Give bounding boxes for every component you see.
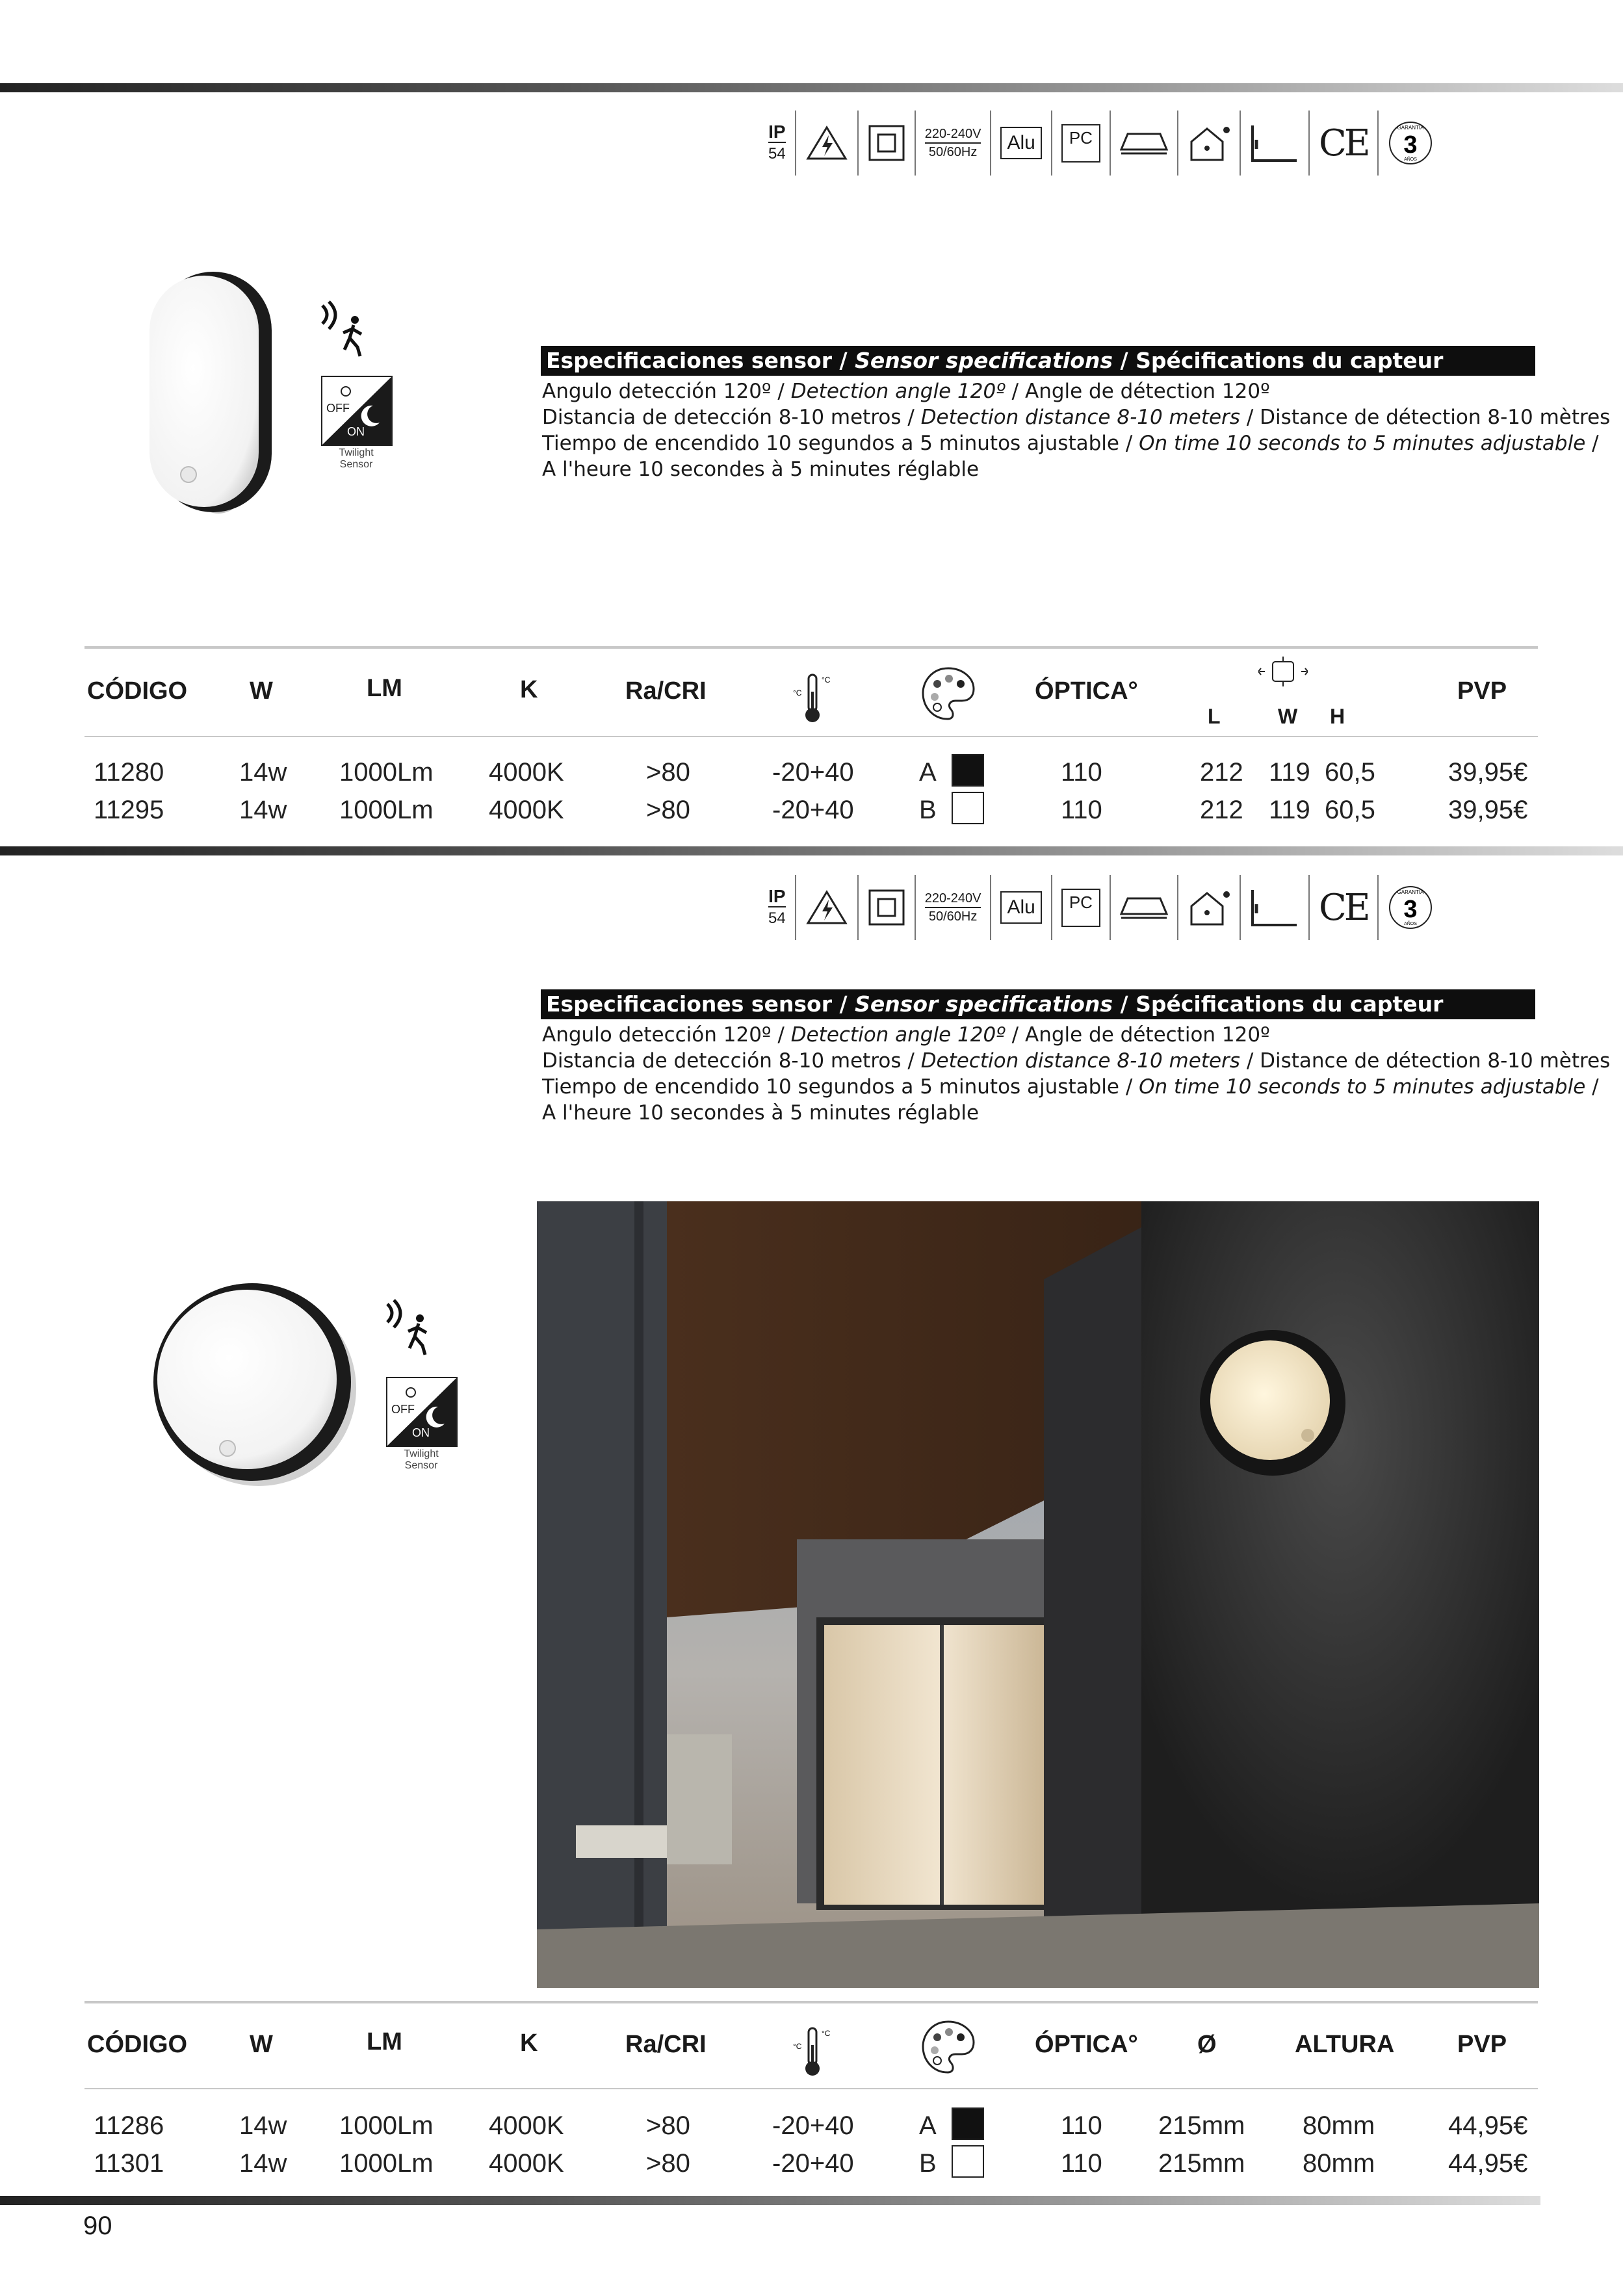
row-width: 119 [1269, 758, 1310, 787]
table2-header-w: W [250, 2031, 273, 2058]
row-altura: 80mm [1303, 2111, 1375, 2140]
row-kelvin: 4000K [489, 2149, 564, 2178]
color-swatch-white [952, 2145, 984, 2178]
spec-time-line: Tiempo de encendido 10 segundos a 5 minutos ajustable / On time 10 seconds to 5 minutes adjustable / [542, 1075, 1599, 1099]
row-optic: 110 [1061, 758, 1102, 787]
indoor-outdoor-icon [1177, 111, 1240, 176]
row-code: 11286 [94, 2111, 164, 2140]
spec-distance-line: Distancia de detección 8-10 metros / Detection distance 8-10 meters / Distance de détection 8-10 mètres [542, 1049, 1611, 1073]
svg-text:GARANTÍA: GARANTÍA [1397, 889, 1424, 895]
table1-header-lm: LM [367, 675, 402, 702]
table1-header-l: L [1208, 705, 1221, 728]
ambient-product-photo [537, 1201, 1539, 1988]
table1-header-k: K [520, 676, 538, 703]
bottom-divider-bar [0, 2196, 1540, 2205]
row-color-code: B [919, 2149, 937, 2178]
svg-text:AÑOS: AÑOS [1403, 157, 1417, 162]
svg-text:°C: °C [822, 675, 831, 685]
svg-text:AÑOS: AÑOS [1403, 922, 1417, 926]
row-watt: 14w [239, 2149, 287, 2178]
table2-header-ra: Ra/CRI [625, 2031, 707, 2058]
table2-header-optica: ÓPTICA° [1035, 2031, 1138, 2058]
row-diameter: 215mm [1158, 2111, 1245, 2140]
row-watt: 14w [239, 758, 287, 787]
voltage-icon: 220-240V 50/60Hz [915, 875, 991, 940]
electrical-class-icon [795, 875, 857, 940]
table2-header-codigo: CÓDIGO [87, 2031, 188, 2058]
row-diameter: 215mm [1158, 2149, 1245, 2178]
indoor-outdoor-icon [1177, 875, 1240, 940]
row-watt: 14w [239, 2111, 287, 2140]
warranty-3-years-icon [1377, 875, 1442, 940]
spec-angle-line: Angulo detección 120º / Detection angle 120º / Angle de détection 120º [542, 1023, 1270, 1047]
svg-text:°C: °C [822, 2029, 831, 2038]
row-height: 60,5 [1325, 758, 1375, 787]
row-code: 11301 [94, 2149, 164, 2178]
top-divider-bar [0, 83, 1623, 92]
row-color-code: A [919, 2111, 937, 2140]
spec-heading: Especificaciones sensor / Sensor specifications / Spécifications du capteur [541, 989, 1535, 1019]
class-ii-icon [857, 875, 915, 940]
wall-mount-icon [1240, 111, 1308, 176]
row-price: 44,95€ [1448, 2111, 1528, 2140]
row-price: 39,95€ [1448, 796, 1528, 824]
color-palette-icon [919, 664, 978, 726]
table2-header-diameter: Ø [1197, 2031, 1217, 2058]
svg-text:3: 3 [1403, 131, 1418, 159]
ce-mark-icon: CE [1308, 111, 1377, 176]
spec-angle-line: Angulo detección 120º / Detection angle 120º / Angle de détection 120º [542, 380, 1270, 403]
motion-sensor-icon [317, 300, 369, 362]
spec-time-fr-line: A l'heure 10 secondes à 5 minutes réglable [542, 458, 980, 481]
color-palette-icon [919, 2018, 978, 2080]
table2-header-lm: LM [367, 2028, 402, 2055]
table2-header-altura: ALTURA [1295, 2031, 1395, 2058]
temperature-range-icon [792, 670, 835, 729]
svg-text:GARANTÍA: GARANTÍA [1397, 125, 1424, 131]
section-divider-bar [0, 846, 1623, 855]
row-width: 119 [1269, 796, 1310, 824]
aluminium-material-icon: Alu [990, 111, 1050, 176]
row-kelvin: 4000K [489, 796, 564, 824]
row-kelvin: 4000K [489, 2111, 564, 2140]
table1-header-optica: ÓPTICA° [1035, 677, 1138, 705]
surface-mount-icon [1110, 875, 1177, 940]
color-swatch-white [952, 792, 984, 824]
twilight-sensor-badge: OFF ON Twilight Sensor [386, 1377, 456, 1472]
row-price: 44,95€ [1448, 2149, 1528, 2178]
color-swatch-black [952, 754, 984, 787]
row-watt: 14w [239, 796, 287, 824]
page-number: 90 [83, 2211, 112, 2240]
svg-text:°C: °C [793, 688, 802, 698]
table1-header-h: H [1330, 705, 1345, 728]
row-lumen: 1000Lm [339, 2149, 434, 2178]
row-length: 212 [1200, 796, 1243, 824]
row-optic: 110 [1061, 2111, 1102, 2140]
row-cri: >80 [646, 758, 690, 787]
row-temperature: -20+40 [772, 796, 854, 824]
row-optic: 110 [1061, 2149, 1102, 2178]
motion-sensor-icon [382, 1299, 434, 1361]
product-image-round-bulkhead [142, 1272, 363, 1493]
row-cri: >80 [646, 2111, 690, 2140]
dimensions-icon [1258, 654, 1308, 695]
table1-header-width: W [1278, 705, 1298, 728]
electrical-class-icon [795, 111, 857, 176]
table1-header-rule [84, 736, 1538, 737]
table2-header-pvp: PVP [1457, 2031, 1507, 2058]
spec-distance-line: Distancia de detección 8-10 metros / Detection distance 8-10 meters / Distance de détection 8-10 mètres [542, 406, 1611, 429]
certification-icon-strip [759, 874, 1442, 941]
row-lumen: 1000Lm [339, 796, 434, 824]
spec-time-fr-line: A l'heure 10 secondes à 5 minutes réglable [542, 1101, 980, 1125]
ip-rating-icon: IP 54 [768, 122, 786, 163]
row-kelvin: 4000K [489, 758, 564, 787]
row-altura: 80mm [1303, 2149, 1375, 2178]
table1-header-codigo: CÓDIGO [87, 677, 188, 705]
warranty-3-years-icon [1377, 111, 1442, 176]
row-cri: >80 [646, 796, 690, 824]
ce-mark-icon: CE [1308, 875, 1377, 940]
row-color-code: A [919, 758, 937, 787]
row-cri: >80 [646, 2149, 690, 2178]
svg-text:3: 3 [1403, 896, 1418, 923]
surface-mount-icon [1110, 111, 1177, 176]
table1-header-w: W [250, 677, 273, 705]
spec-time-line: Tiempo de encendido 10 segundos a 5 minutos ajustable / On time 10 seconds to 5 minutes adjustable / [542, 432, 1599, 455]
table1-top-rule [84, 646, 1538, 649]
spec-heading: Especificaciones sensor / Sensor specifications / Spécifications du capteur [541, 346, 1535, 376]
class-ii-icon [857, 111, 915, 176]
row-length: 212 [1200, 758, 1243, 787]
sensor-spec-block [541, 989, 1611, 1126]
row-height: 60,5 [1325, 796, 1375, 824]
wall-mount-icon [1240, 875, 1308, 940]
table2-header-k: K [520, 2029, 538, 2057]
row-lumen: 1000Lm [339, 758, 434, 787]
certification-icon-strip [759, 109, 1442, 177]
sensor-spec-block [541, 346, 1611, 482]
row-lumen: 1000Lm [339, 2111, 434, 2140]
color-swatch-black [952, 2107, 984, 2140]
voltage-icon: 220-240V 50/60Hz [915, 111, 991, 176]
row-temperature: -20+40 [772, 2149, 854, 2178]
row-optic: 110 [1061, 796, 1102, 824]
polycarbonate-material-icon: PC [1051, 875, 1110, 940]
ip-rating-icon: IP 54 [768, 886, 786, 927]
polycarbonate-material-icon: PC [1051, 111, 1110, 176]
row-temperature: -20+40 [772, 758, 854, 787]
aluminium-material-icon: Alu [990, 875, 1050, 940]
temperature-range-icon [792, 2023, 835, 2082]
product-image-oval-bulkhead [142, 267, 278, 520]
row-temperature: -20+40 [772, 2111, 854, 2140]
table1-header-pvp: PVP [1457, 677, 1507, 705]
row-price: 39,95€ [1448, 758, 1528, 787]
table2-header-rule [84, 2088, 1538, 2089]
svg-text:°C: °C [793, 2042, 802, 2051]
table2-top-rule [84, 2001, 1538, 2003]
row-code: 11295 [94, 796, 164, 824]
row-code: 11280 [94, 758, 164, 787]
table1-header-ra: Ra/CRI [625, 677, 707, 705]
row-color-code: B [919, 796, 937, 824]
twilight-sensor-badge: OFF ON Twilight Sensor [321, 376, 391, 471]
